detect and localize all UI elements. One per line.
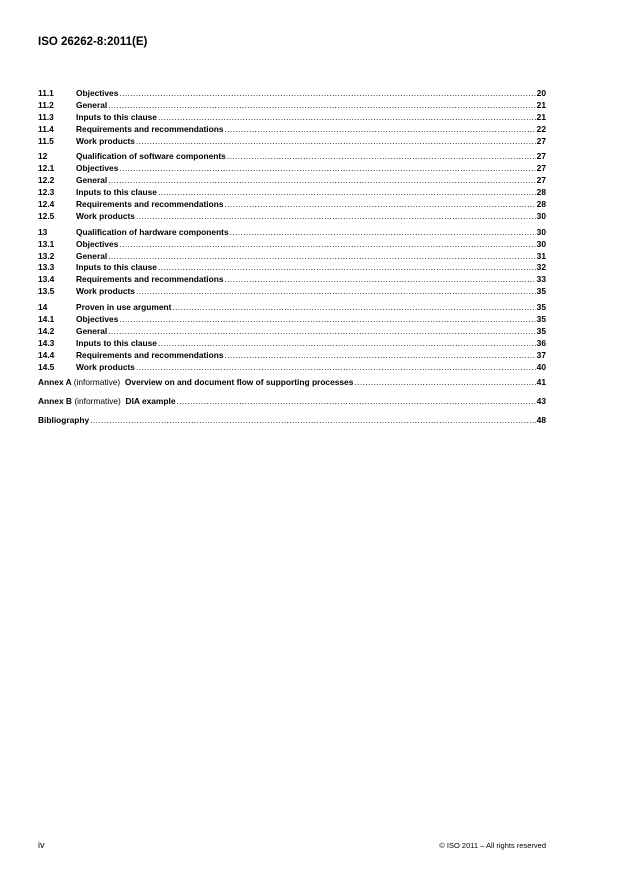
annex-label: Annex A: [38, 377, 72, 388]
toc-entry-page: 35: [536, 314, 546, 325]
toc-entry-title: Requirements and recommendations: [76, 123, 224, 134]
table-of-contents: [38, 88, 546, 434]
toc-entry-number: 12.2: [38, 175, 55, 186]
dot-leader: [158, 338, 536, 348]
toc-entry-page: 43: [536, 396, 546, 407]
toc-entry-page: 35: [536, 302, 546, 313]
dot-leader: [119, 88, 535, 98]
dot-leader: [172, 302, 535, 312]
toc-entry[interactable]: [38, 326, 546, 338]
dot-leader: [176, 396, 535, 406]
toc-entry-number: 11.3: [38, 111, 54, 122]
toc-annex-a[interactable]: [38, 377, 546, 389]
annex-qualifier: (informative): [73, 377, 121, 388]
toc-entry-number: 14.4: [38, 349, 55, 360]
toc-entry[interactable]: [38, 136, 546, 148]
toc-entry[interactable]: [38, 112, 546, 124]
toc-entry[interactable]: [38, 338, 546, 350]
toc-entry-page: 27: [536, 175, 546, 186]
toc-group-14: [38, 302, 546, 373]
dot-leader: [354, 377, 535, 387]
dot-leader: [158, 112, 536, 122]
toc-entry-number: 11.4: [38, 123, 54, 134]
toc-entry-page: 31: [536, 250, 546, 261]
toc-entry-page: 32: [536, 262, 546, 273]
toc-entry[interactable]: [38, 302, 546, 314]
toc-entry[interactable]: [38, 314, 546, 326]
toc-entry[interactable]: [38, 251, 546, 263]
toc-entry-title: Work products: [76, 210, 135, 221]
dot-leader: [158, 187, 536, 197]
toc-entry-number: 14.5: [38, 361, 55, 372]
toc-entry-number: 13.1: [38, 238, 55, 249]
toc-group-13: [38, 227, 546, 298]
toc-entry-number: 14.2: [38, 325, 55, 336]
toc-entry-title: General: [76, 175, 108, 186]
copyright-notice: © ISO 2011 – All rights reserved: [439, 841, 546, 850]
toc-entry-number: 12.1: [38, 163, 55, 174]
toc-entry-number: 12: [38, 151, 48, 162]
toc-entry-page: 21: [536, 99, 546, 110]
toc-entry[interactable]: [38, 175, 546, 187]
toc-entry-title: Objectives: [76, 163, 119, 174]
toc-entry-page: 36: [536, 337, 546, 348]
toc-entry-number: 11.2: [38, 99, 54, 110]
toc-entry-page: 30: [536, 210, 546, 221]
toc-entry-title: Qualification of hardware components: [76, 226, 229, 237]
toc-entry-number: 13.5: [38, 286, 55, 297]
toc-entry[interactable]: [38, 100, 546, 112]
dot-leader: [136, 136, 536, 146]
toc-entry-title: General: [76, 250, 108, 261]
toc-entry-number: 12.3: [38, 187, 55, 198]
toc-entry[interactable]: [38, 274, 546, 286]
toc-entry[interactable]: [38, 163, 546, 175]
dot-leader: [108, 251, 535, 261]
toc-entry-title: Inputs to this clause: [76, 111, 157, 122]
toc-entry-title: Work products: [76, 135, 135, 146]
toc-entry-page: 30: [536, 226, 546, 237]
toc-entry[interactable]: [38, 227, 546, 239]
toc-entry-number: 11.1: [38, 88, 54, 98]
toc-entry[interactable]: [38, 350, 546, 362]
dot-leader: [108, 326, 535, 336]
toc-group-11: [38, 88, 546, 147]
toc-entry-page: 27: [536, 135, 546, 146]
page-number: iv: [38, 840, 45, 850]
toc-entry-page: 20: [536, 88, 546, 98]
toc-bibliography[interactable]: [38, 415, 546, 427]
toc-entry[interactable]: [38, 151, 546, 163]
toc-entry-title: General: [76, 325, 108, 336]
toc-group-12: [38, 151, 546, 222]
toc-entry-number: 12.5: [38, 210, 55, 221]
toc-entry-title: Proven in use argument: [76, 302, 172, 313]
toc-entry-page: 41: [536, 377, 546, 388]
annex-qualifier: (informative): [74, 396, 121, 407]
toc-entry-number: 14.1: [38, 314, 55, 325]
toc-entry-title: Qualification of software components: [76, 151, 226, 162]
toc-entry-page: 28: [536, 199, 546, 210]
toc-entry-page: 22: [536, 123, 546, 134]
toc-entry-title: Requirements and recommendations: [76, 274, 224, 285]
toc-entry-title: Requirements and recommendations: [76, 199, 224, 210]
toc-entry-number: 13.4: [38, 274, 55, 285]
toc-entry[interactable]: [38, 239, 546, 251]
toc-entry[interactable]: [38, 211, 546, 223]
toc-entry-page: 40: [536, 361, 546, 372]
dot-leader: [136, 362, 536, 372]
toc-entry-title: Work products: [76, 286, 135, 297]
toc-entry-page: 33: [536, 274, 546, 285]
toc-entry[interactable]: [38, 362, 546, 374]
toc-entry-title: Inputs to this clause: [76, 262, 157, 273]
toc-entry-page: 37: [536, 349, 546, 360]
toc-annex-b[interactable]: [38, 396, 546, 408]
toc-entry-number: 13: [38, 226, 48, 237]
toc-entry-number: 14: [38, 302, 48, 313]
dot-leader: [90, 415, 535, 425]
document-header: ISO 26262-8:2011(E): [38, 36, 148, 48]
toc-entry-page: 35: [536, 325, 546, 336]
dot-leader: [108, 100, 535, 110]
toc-entry-title: Objectives: [76, 238, 119, 249]
toc-entry[interactable]: [38, 199, 546, 211]
dot-leader: [225, 199, 536, 209]
dot-leader: [119, 163, 535, 173]
toc-entry-number: 11.5: [38, 135, 54, 146]
toc-entry-page: 28: [536, 187, 546, 198]
annex-title: DIA example: [125, 396, 176, 407]
toc-entry-number: 13.3: [38, 262, 55, 273]
toc-entry-title: Objectives: [76, 314, 119, 325]
dot-leader: [225, 350, 536, 360]
dot-leader: [230, 227, 536, 237]
toc-entry-title: Inputs to this clause: [76, 337, 157, 348]
dot-leader: [225, 274, 536, 284]
toc-entry-title: Inputs to this clause: [76, 187, 157, 198]
dot-leader: [225, 124, 536, 134]
toc-entry-number: 12.4: [38, 199, 55, 210]
toc-entry-page: 21: [536, 111, 546, 122]
bibliography-title: Bibliography: [38, 415, 90, 426]
annex-title: Overview on and document flow of supporting processes: [124, 377, 354, 388]
toc-entry[interactable]: [38, 262, 546, 274]
toc-entry-title: Objectives: [76, 88, 119, 98]
toc-entry[interactable]: [38, 88, 546, 100]
toc-entry-page: 27: [536, 151, 546, 162]
dot-leader: [119, 314, 535, 324]
toc-entry[interactable]: [38, 124, 546, 136]
toc-entry-page: 27: [536, 163, 546, 174]
toc-entry-page: 30: [536, 238, 546, 249]
dot-leader: [108, 175, 535, 185]
dot-leader: [136, 211, 536, 221]
toc-entry-title: Work products: [76, 361, 135, 372]
toc-entry-page: 35: [536, 286, 546, 297]
toc-entry-page: 48: [536, 415, 546, 426]
toc-entry-title: General: [76, 99, 108, 110]
dot-leader: [136, 286, 536, 296]
toc-entry-title: Requirements and recommendations: [76, 349, 224, 360]
dot-leader: [227, 151, 536, 161]
annex-label: Annex B: [38, 396, 72, 407]
toc-entry[interactable]: [38, 187, 546, 199]
dot-leader: [119, 239, 535, 249]
toc-entry-number: 14.3: [38, 337, 55, 348]
dot-leader: [158, 262, 536, 272]
toc-entry[interactable]: [38, 286, 546, 298]
toc-entry-number: 13.2: [38, 250, 55, 261]
